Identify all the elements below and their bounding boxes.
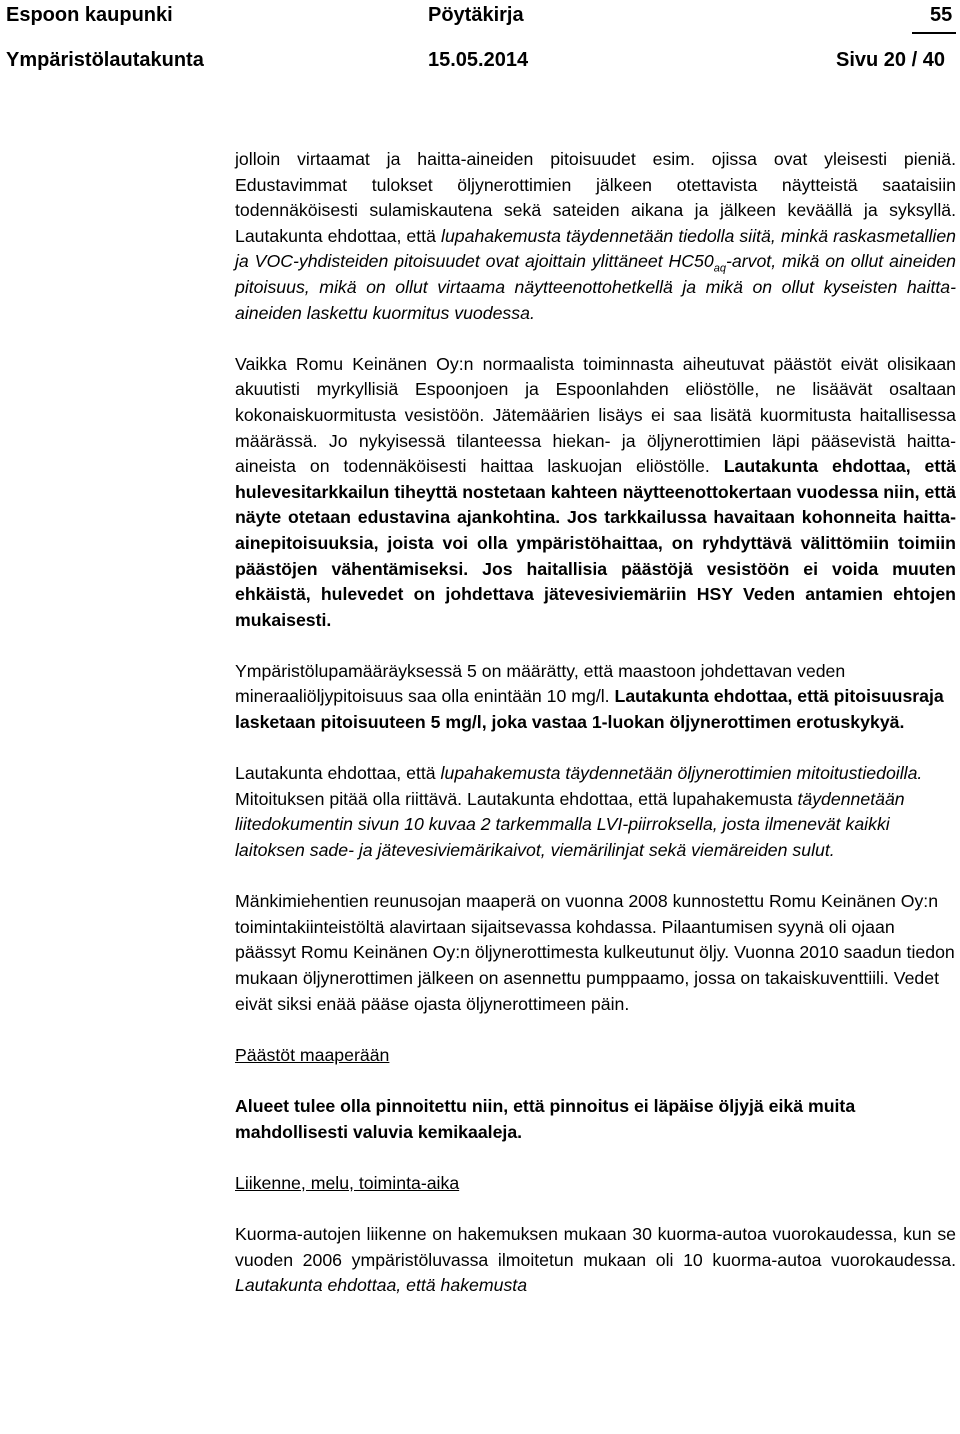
paragraph-oil-limit-text: Ympäristölupamääräyksessä 5 on määrätty, että maastoon johdettavan veden mineraaliöljypitoisuus saa olla enintään 10 mg/l. [235, 660, 846, 707]
header-date: 15.05.2014 [428, 49, 529, 71]
paragraph-sampling-proposal: lupahakemusta täydennetään tiedolla siitä, minkä raskasmetallien ja VOC-yhdisteiden pitoisuudet ovat ajoittain ylittäneet HC50 [235, 225, 957, 272]
paragraph-sampling-proposal-end: -arvot, mikä on ollut aineiden pitoisuus, mikä on ollut virtaama näytteenottohetkellä ja mikä on ollut kyseisten haitta-aineiden laskettu kuormitus vuodessa. [235, 251, 956, 323]
heading-soil-emissions: Päästöt maaperään [235, 1044, 390, 1065]
paragraph-traffic-text: Kuorma-autojen liikenne on hakemuksen mukaan 30 kuorma-autoa vuorokaudessa, kun se vuoden 2006 ympäristöluvassa ilmoitetun mukaan oli 10 kuorma-autoa vuorokaudessa. [235, 1223, 956, 1270]
paragraph-stormwater-proposal: Lautakunta ehdottaa, että hulevesitarkkailun tiheyttä nostetaan kahteen näytteenottokertaan vuodessa niin, että näyte otetaan edustavina ajankohtina. Jos tarkkailussa havaitaan kohonneita haitta-ainepitoisuuksia, joista voi olla ympäristöhaittaa, on ryhdyttävä välittömiin toimiin päästöjen vähentämiseksi. Jos haitallisia päästöjä vesistöön ei voida muuten ehkäistä, hulevedet on johdettava jätevesiviemäriin HSY Veden antamien ehtojen mukaisesti. [235, 456, 956, 630]
paragraph-paving: Alueet tulee olla pinnoitettu niin, että pinnoitus ei läpäise öljyjä eikä muita mahdollisesti valuvia kemikaaleja. [235, 1095, 856, 1142]
paragraph-stormwater [235, 352, 956, 634]
paragraph-sampling-text: jolloin virtaamat ja haitta-aineiden pitoisuudet esim. ojissa ovat yleisesti pieniä. Edustavimmat tulokset öljynerottimien jälkeen otettavista näytteistä saataisiin todennäköisesti sulamiskautena sekä sateiden aikana ja jälkeen keväällä ja syksyllä. Lautakunta ehdottaa, että [235, 149, 956, 246]
paragraph-separator-sizing-text-2: Mitoituksen pitää olla riittävä. Lautakunta ehdottaa, että lupahakemusta [235, 788, 798, 809]
header-section-number: 55 [930, 4, 953, 26]
paragraph-traffic [235, 1222, 956, 1299]
header-organization: Espoon kaupunki [6, 4, 173, 26]
paragraph-oil-limit-proposal: Lautakunta ehdottaa, että pitoisuusraja lasketaan pitoisuuteen 5 mg/l, joka vastaa 1-luokan öljynerottimen erotuskykyä. [235, 686, 944, 733]
paragraph-oil-limit [235, 659, 956, 736]
paragraph-separator-sizing [235, 761, 956, 863]
paragraph-stormwater-text: Vaikka Romu Keinänen Oy:n normaalista toiminnasta aiheutuvat päästöt eivät olisikaan akuutisti myrkyllisiä Espoonjoen ja Espoonlahden eliöstölle, ne lisäävät osaltaan kokonaiskuormitusta vesistöön. Jätemäärien lisäys ei saa lisätä kuormitusta haitallisessa määrässä. Jo nykyisessä tilanteessa hiekan- ja öljynerottimien läpi pääsevistä haitta-aineista on todennäköisesti haittaa laskuojan eliöstölle. [235, 353, 956, 477]
paragraph-separator-sizing-proposal: lupahakemusta täydennetään öljynerottimien mitoitustiedoilla. [440, 763, 923, 784]
heading-traffic-noise: Liikenne, melu, toiminta-aika [235, 1172, 460, 1193]
paragraph-traffic-proposal: Lautakunta ehdottaa, että hakemusta [235, 1275, 528, 1296]
paragraph-separator-sizing-text: Lautakunta ehdottaa, että [235, 763, 441, 784]
header-document-type: Pöytäkirja [428, 4, 524, 26]
hc50-subscript: aq [713, 262, 726, 275]
section-number-underline [912, 32, 956, 34]
paragraph-sampling [235, 147, 956, 326]
header-page-number: Sivu 20 / 40 [836, 49, 945, 71]
document-body [235, 147, 956, 1299]
paragraph-separator-sizing-proposal-2: täydennetään liitedokumentin sivun 10 kuvaa 2 tarkemmalla LVI-piirroksella, josta ilmenevät kaikki laitoksen sade- ja jätevesiviemärikaivot, viemärilinjat sekä viemäreiden sulut. [235, 788, 905, 861]
header-board: Ympäristölautakunta [6, 49, 204, 71]
paragraph-ditch-soil: Mänkimiehentien reunusojan maaperä on vuonna 2008 kunnostettu Romu Keinänen Oy:n toimintakiinteistöltä alavirtaan sijaitsevassa kohdassa. Pilaantumisen syynä oli ojaan päässyt Romu Keinänen Oy:n öljynerottimesta kulkeutunut öljy. Vuonna 2010 saadun tiedon mukaan öljynerottimen jälkeen on asennettu pumppaamo, jossa on takaiskuventtiili. Vedet eivät siksi enää pääse ojasta öljynerottimeen päin. [235, 891, 955, 1014]
page-header [0, 0, 960, 80]
